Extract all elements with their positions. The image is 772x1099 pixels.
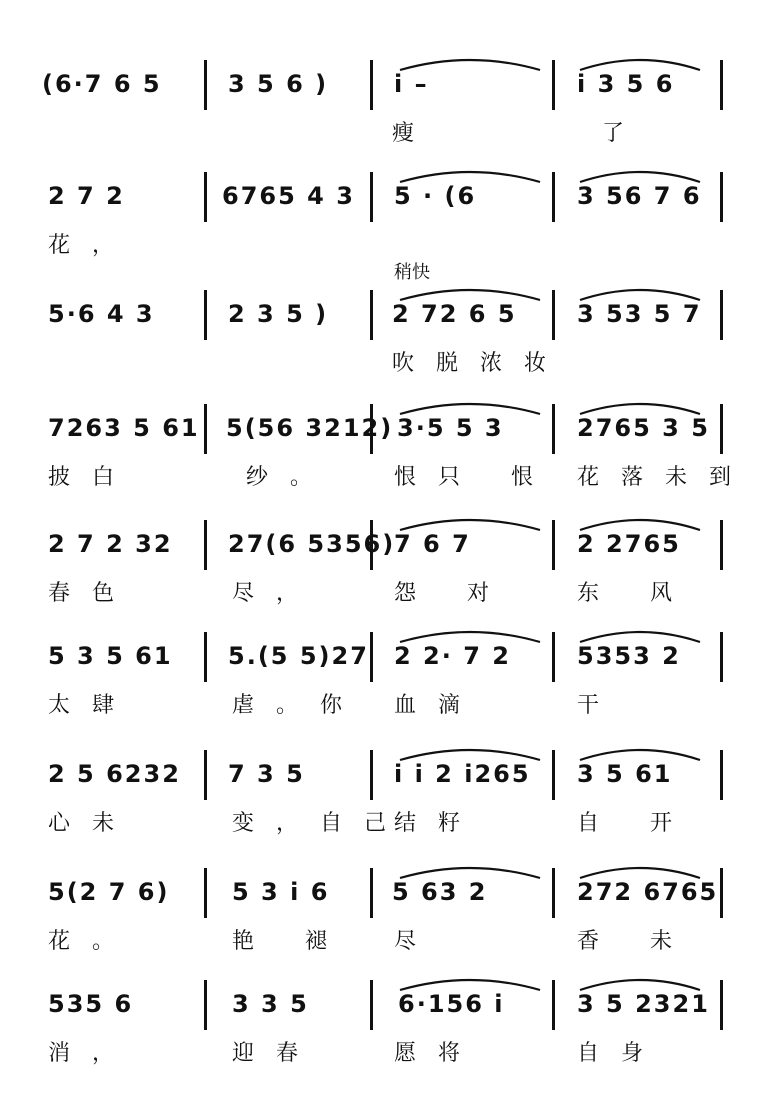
lyric-text: 太肆 (48, 693, 137, 718)
slur-mark (580, 172, 700, 182)
lyric-text: 春色 (48, 581, 137, 606)
notation-measure: 2 5 6232 (48, 760, 181, 788)
slur-mark (400, 290, 540, 300)
score-line (0, 738, 772, 858)
slur-mark (400, 980, 540, 990)
bar-line (204, 868, 207, 918)
slur-mark (400, 868, 540, 878)
bar-line (720, 980, 723, 1030)
bar-line (552, 632, 555, 682)
bar-line (204, 290, 207, 340)
lyric-text: 消， (48, 1041, 137, 1066)
notation-measure: 2 2· 7 2 (394, 642, 511, 670)
bar-line (204, 60, 207, 110)
bar-line (204, 750, 207, 800)
slur-mark (580, 60, 700, 70)
notation-measure: (6·7 6 5 (42, 70, 162, 98)
slur-mark (400, 520, 540, 530)
bar-line (370, 868, 373, 918)
lyric-text: 血滴 (394, 693, 483, 718)
lyric-text: 自身 (577, 1041, 666, 1066)
score-line (0, 968, 772, 1088)
notation-measure: 7 3 5 (228, 760, 305, 788)
notation-measure: 3 5 6 ) (228, 70, 329, 98)
slur-mark (580, 404, 700, 414)
notation-measure: 272 6765 (577, 878, 719, 906)
notation-measure: 5·6 4 3 (48, 300, 155, 328)
slur-mark (580, 632, 700, 642)
notation-measure: 2 7 2 32 (48, 530, 173, 558)
bar-line (204, 980, 207, 1030)
slur-mark (580, 868, 700, 878)
bar-line (370, 60, 373, 110)
lyric-text: 花落未到 (577, 465, 754, 490)
lyric-text: 纱。 (246, 465, 335, 490)
notation-measure: 5 3 i 6 (232, 878, 330, 906)
bar-line (204, 404, 207, 454)
slur-mark (400, 750, 540, 760)
score-line (0, 48, 772, 168)
notation-measure: i – (394, 70, 429, 98)
bar-line (720, 290, 723, 340)
lyric-text: 自 开 (577, 811, 694, 836)
notation-measure: 3 3 5 (232, 990, 309, 1018)
notation-measure: 2 2765 (577, 530, 681, 558)
tempo-mark: 稍快 (394, 262, 430, 283)
lyric-text: 东 风 (577, 581, 694, 606)
notation-measure: 3 53 5 7 (577, 300, 702, 328)
lyric-text: 尽 (394, 929, 439, 954)
bar-line (552, 750, 555, 800)
score-line (0, 278, 772, 398)
bar-line (552, 868, 555, 918)
bar-line (370, 750, 373, 800)
notation-measure: 3 5 2321 (577, 990, 710, 1018)
slur-mark (400, 172, 540, 182)
notation-measure: 3·5 5 3 (397, 414, 504, 442)
slur-mark (580, 980, 700, 990)
notation-measure: 3 5 61 (577, 760, 673, 788)
bar-line (552, 290, 555, 340)
bar-line (720, 404, 723, 454)
notation-measure: 535 6 (48, 990, 134, 1018)
lyric-text: 虐。你 (232, 693, 365, 718)
slur-mark (400, 404, 540, 414)
lyric-text: 变，自己 (232, 811, 409, 836)
lyric-text: 花， (48, 233, 137, 258)
lyric-text: 了 (602, 121, 647, 146)
bar-line (552, 60, 555, 110)
lyric-text: 披白 (48, 465, 137, 490)
score-line (0, 856, 772, 976)
notation-measure: 7 6 7 (394, 530, 471, 558)
notation-measure: 5(2 7 6) (48, 878, 170, 906)
lyric-text: 迎春 (232, 1041, 321, 1066)
bar-line (370, 290, 373, 340)
notation-measure: 3 56 7 6 (577, 182, 702, 210)
notation-measure: 2 7 2 (48, 182, 125, 210)
bar-line (552, 520, 555, 570)
slur-mark (580, 750, 700, 760)
notation-measure: 27(6 5356) (228, 530, 396, 558)
bar-line (720, 60, 723, 110)
bar-line (204, 520, 207, 570)
bar-line (370, 632, 373, 682)
lyric-text: 心未 (48, 811, 137, 836)
slur-mark (580, 290, 700, 300)
bar-line (720, 520, 723, 570)
notation-measure: 6765 4 3 (222, 182, 355, 210)
score-line (0, 160, 772, 280)
lyric-text: 香 未 (577, 929, 694, 954)
bar-line (370, 172, 373, 222)
notation-measure: 5 · (6 (394, 182, 477, 210)
notation-measure: 2 72 6 5 (392, 300, 517, 328)
bar-line (552, 404, 555, 454)
bar-line (720, 868, 723, 918)
notation-measure: 5(56 3212) (226, 414, 394, 442)
lyric-text: 尽， (232, 581, 321, 606)
lyric-text: 艳 褪 (232, 929, 349, 954)
lyric-text: 瘦 (392, 121, 437, 146)
lyric-text: 恨只 恨 (394, 465, 555, 490)
slur-mark (400, 60, 540, 70)
bar-line (552, 980, 555, 1030)
bar-line (204, 632, 207, 682)
notation-measure: i i 2 i265 (394, 760, 531, 788)
lyric-text: 干 (577, 693, 622, 718)
lyric-text: 怨 对 (394, 581, 511, 606)
lyric-text: 吹脱浓妆 (392, 351, 569, 376)
notation-measure: 6·156 i (398, 990, 505, 1018)
score-line (0, 620, 772, 740)
lyric-text: 愿将 (394, 1041, 483, 1066)
bar-line (370, 980, 373, 1030)
lyric-text: 结籽 (394, 811, 483, 836)
slur-mark (400, 632, 540, 642)
lyric-text: 花。 (48, 929, 137, 954)
notation-measure: 5.(5 5)27 (228, 642, 369, 670)
notation-measure: 7263 5 61 (48, 414, 200, 442)
notation-measure: 5 63 2 (392, 878, 488, 906)
notation-measure: 2 3 5 ) (228, 300, 329, 328)
notation-measure: i 3 5 6 (577, 70, 675, 98)
notation-measure: 5353 2 (577, 642, 681, 670)
score-line (0, 508, 772, 628)
slur-mark (580, 520, 700, 530)
bar-line (720, 172, 723, 222)
bar-line (720, 750, 723, 800)
bar-line (720, 632, 723, 682)
notation-measure: 2765 3 5 (577, 414, 710, 442)
bar-line (204, 172, 207, 222)
score-line (0, 392, 772, 512)
bar-line (552, 172, 555, 222)
notation-measure: 5 3 5 61 (48, 642, 173, 670)
